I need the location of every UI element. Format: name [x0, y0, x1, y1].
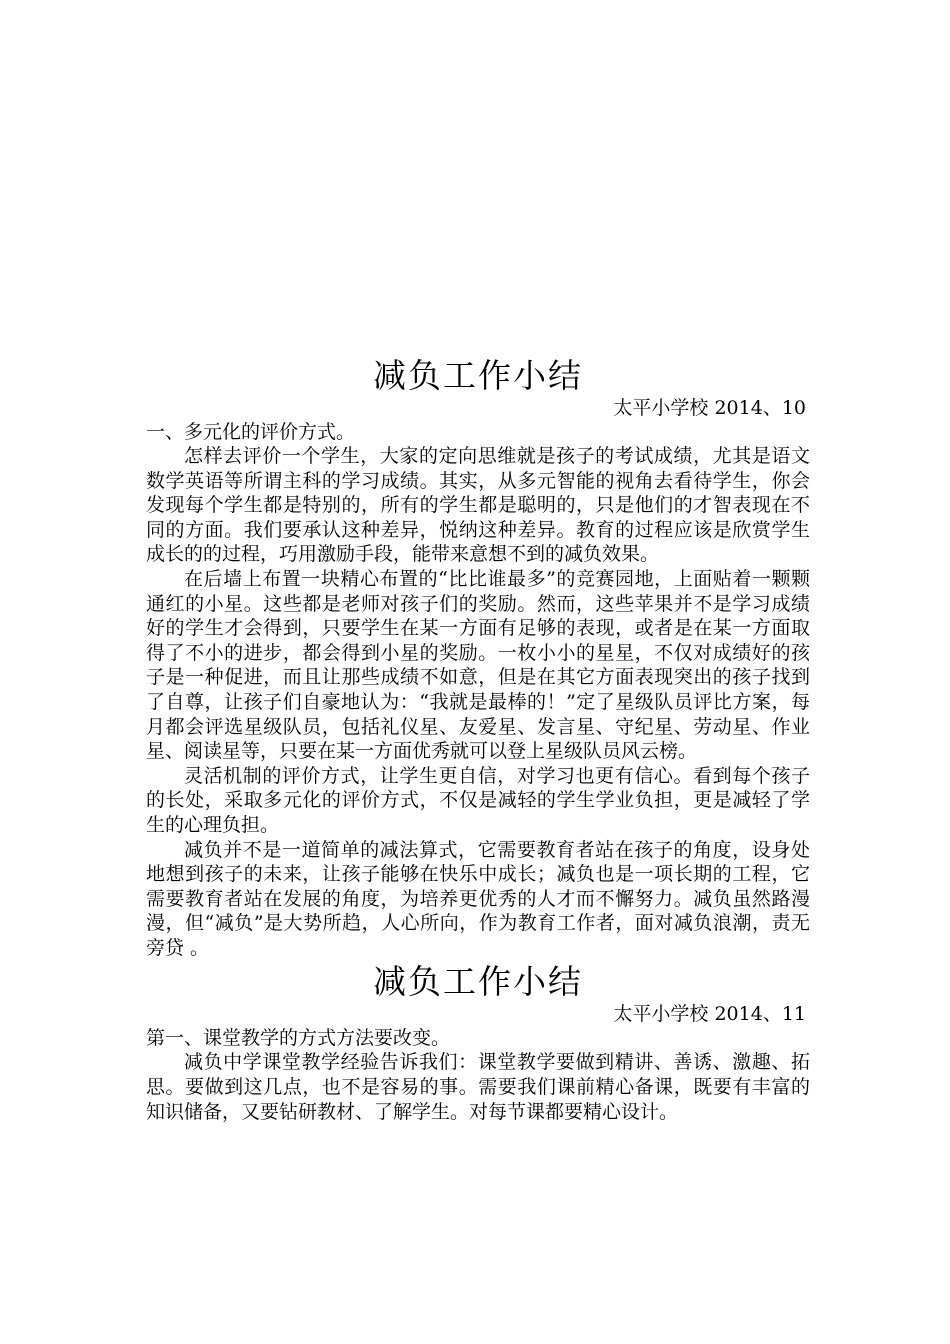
paragraph: 在后墙上布置一块精心布置的“比比谁最多”的竞赛园地，上面贴着一颗颗通红的小星。这些都是老师对孩子们的奖励。然而，这些苹果并不是学习成绩好的学生才会得到，只要学生在某一方面有足够的表现，或者是在某一方面取得了不小的进步，都会得到小星的奖励。一枚小小的星星，不仅对成绩好的孩子是一种促进，而且让那些成绩不如意，但是在其它方面表现突出的孩子找到了自尊，让孩子们自豪地认为：“我就是最棒的！”定了星级队员评比方案，每月都会评选星级队员，包括礼仪星、友爱星、发言星、守纪星、劳动星、作业星、阅读星等，只要在某一方面优秀就可以登上星级队员风云榜。: [146, 567, 810, 763]
article-october: [146, 356, 810, 960]
article-byline: 太平小学校 2014、11: [613, 1003, 806, 1026]
section-heading: 一、多元化的评价方式。: [146, 421, 356, 443]
paragraph: 减负并不是一道简单的减法算式，它需要教育者站在孩子的角度，设身处地想到孩子的未来，让孩子能够在快乐中成长；减负也是一项长期的工程，它需要教育者站在发展的角度，为培养更优秀的人才而不懈努力。减负虽然路漫漫，但“减负”是大势所趋，人心所向，作为教育工作者，面对减负浪潮，责无旁贷 。: [146, 838, 810, 959]
article-title: 减负工作小结: [373, 356, 583, 395]
article-november: [146, 962, 810, 1124]
paragraph: 怎样去评价一个学生，大家的定向思维就是孩子的考试成绩，尤其是语文数学英语等所谓主科的学习成绩。其实，从多元智能的视角去看待学生，你会发现每个学生都是特别的，所有的学生都是聪明的，只是他们的才智表现在不同的方面。我们要承认这种差异，悦纳这种差异。教育的过程应该是欣赏学生成长的的过程，巧用激励手段，能带来意想不到的减负效果。: [146, 445, 810, 566]
document-page: [146, 356, 810, 1124]
article-byline: 太平小学校 2014、10: [613, 397, 806, 419]
section-heading: 第一、课堂教学的方式方法要改变。: [146, 1027, 451, 1050]
article-title: 减负工作小结: [373, 962, 583, 1002]
paragraph: 灵活机制的评价方式，让学生更自信，对学习也更有信心。看到每个孩子的长处，采取多元化的评价方式，不仅是减轻的学生学业负担，更是减轻了学生的心理负担。: [146, 764, 810, 836]
paragraph: 减负中学课堂教学经验告诉我们：课堂教学要做到精讲、善诱、激趣、拓思。要做到这几点，也不是容易的事。需要我们课前精心备课，既要有丰富的知识储备，又要钻研教材、了解学生。对每节课都要精心设计。: [146, 1051, 810, 1123]
